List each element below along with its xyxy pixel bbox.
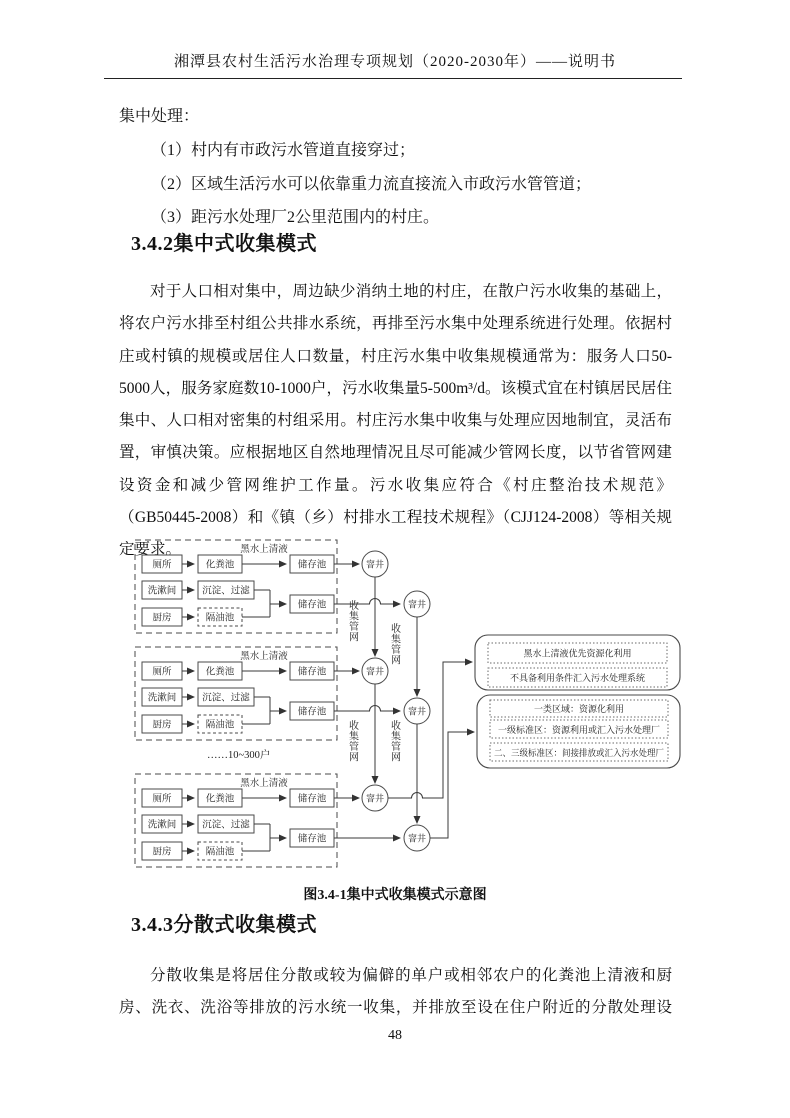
septic-tank-node: 化粪池 [205,667,235,678]
manhole-node: 窨井 [407,599,427,610]
collection-network-label: 收集管网 [391,721,401,764]
collection-mode-diagram [130,537,690,882]
kitchen-node: 厨房 [152,847,172,858]
black-water-label: 黑水上清液 [240,545,288,555]
outcome-grey-3: 二、三级标准区：间接排放或汇入污水处理厂 [494,748,675,758]
section-343-paragraph: 分散收集是将居住分散或较为偏僻的单户或相邻农户的化粪池上清液和厨房、洗衣、洗浴等排放的污水统一收集，并排放至设在住户附近的分散处理设 [119,967,672,1017]
manhole-node: 窨井 [365,793,385,804]
toilet-node: 厕所 [152,794,172,805]
intro-item-1: （1）村内有市政污水管道直接穿过； [151,142,416,159]
storage-pool-node: 储存池 [297,600,327,611]
storage-pool-node: 储存池 [297,560,327,571]
kitchen-node: 厨房 [152,720,172,731]
grease-trap-node: 隔油池 [205,847,235,858]
household-group-1 [135,540,400,633]
grey-water-outcome-box [477,695,680,768]
toilet-node: 厕所 [152,667,172,678]
section-heading-342: 3.4.2集中式收集模式 [131,233,317,255]
collection-network-label: 收集管网 [349,721,359,764]
manhole-node: 窨井 [407,706,427,717]
settle-filter-node: 沉淀、过滤 [202,820,250,831]
grey-water-route [430,732,474,838]
septic-tank-node: 化粪池 [205,560,235,571]
collection-network-label: 收集管网 [391,624,401,667]
page-number: 48 [388,1028,402,1043]
outcome-black-2: 不具备利用条件汇入污水处理系统 [509,673,646,683]
header-divider [104,78,682,79]
settle-filter-node: 沉淀、过滤 [202,693,250,704]
intro-item-3: （3）距污水处理厂2公里范围内的村庄。 [151,209,440,226]
page-header-title: 湘潭县农村生活污水治理专项规划（2020-2030年）——说明书 [174,54,616,70]
outcome-grey-1: 一类区域：资源化利用 [533,704,625,714]
storage-pool-node: 储存池 [297,834,327,845]
figure-caption: 图3.4-1集中式收集模式示意图 [303,888,487,903]
black-water-outcome-box [475,635,680,690]
section-heading-343: 3.4.3分散式收集模式 [131,914,317,936]
washroom-node: 洗漱间 [147,693,177,704]
intro-lead: 集中处理： [119,108,200,125]
households-count-note: ……10~300户 [207,750,271,761]
toilet-node: 厕所 [152,560,172,571]
grease-trap-node: 隔油池 [205,613,235,624]
storage-pool-node: 储存池 [297,794,327,805]
black-water-label: 黑水上清液 [240,652,288,662]
household-group-3 [135,774,400,867]
manhole-node: 窨井 [365,666,385,677]
septic-tank-node: 化粪池 [205,794,235,805]
manhole-columns [349,551,430,851]
washroom-node: 洗漱间 [147,820,177,831]
storage-pool-node: 储存池 [297,707,327,718]
manhole-node: 窨井 [407,833,427,844]
washroom-node: 洗漱间 [147,586,177,597]
section-342-paragraph: 对于人口相对集中，周边缺少消纳土地的村庄，在散户污水收集的基础上，将农户污水排至村组公共排水系统，再排至污水集中处理系统进行处理。依据村庄或村镇的规模或居住人口数量，村庄污水集中收集规模通常为：服务人口50-5000人，服务家庭数10-1000户，污水收集量5-500m³/d。该模式宜在村镇居民居住集中、人口相对密集的村组采用。村庄污水集中收集与处理应因地制宜，灵活布置，审慎决策。应根据地区自然地理情况且尽可能减少管网长度，以节省管网建设资金和减少管网维护工作量。污水收集应符合《村庄整治技术规范》（GB50445-2008）和《镇（乡）村排水工程技术规程》（CJJ124-2008）等相关规定要求。 [119,283,672,559]
kitchen-node: 厨房 [152,613,172,624]
outcome-black-1: 黑水上清液优先资源化利用 [523,648,632,659]
outcome-grey-2: 一级标准区：资源利用或汇入污水处理厂 [497,725,661,735]
household-group-2 [135,647,400,740]
intro-item-2: （2）区域生活污水可以依靠重力流直接流入市政污水管管道； [151,176,592,193]
collection-network-label: 收集管网 [349,601,359,644]
figure-3-4-1 [130,537,690,882]
storage-pool-node: 储存池 [297,667,327,678]
settle-filter-node: 沉淀、过滤 [202,586,250,597]
grease-trap-node: 隔油池 [205,720,235,731]
black-water-label: 黑水上清液 [240,779,288,789]
manhole-node: 窨井 [365,559,385,570]
